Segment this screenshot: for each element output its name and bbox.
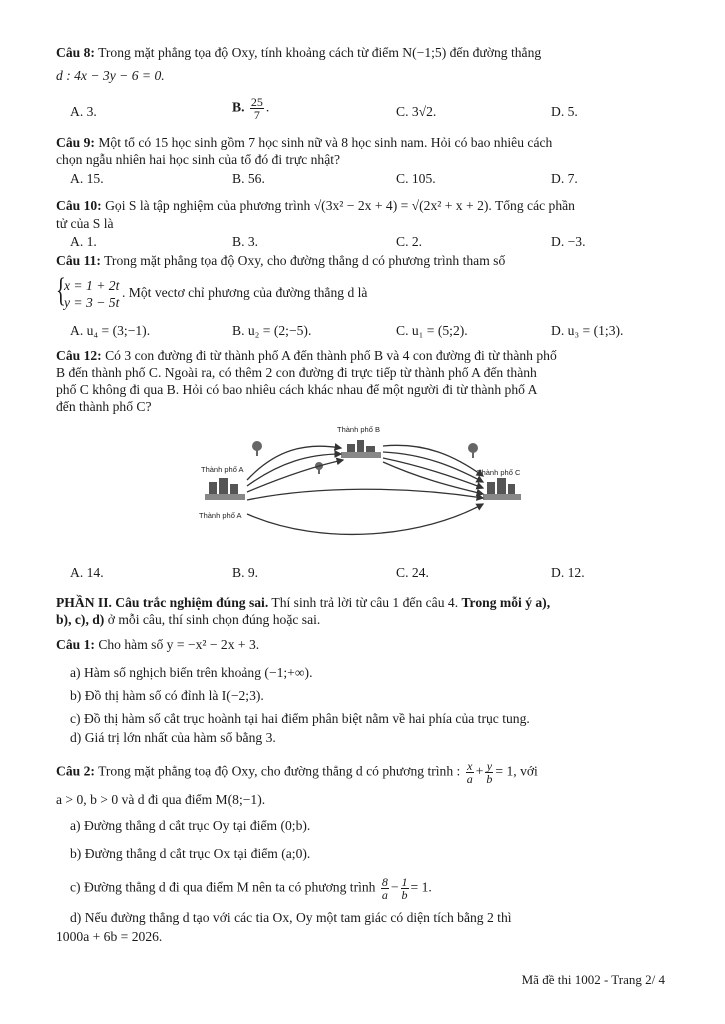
q12-line3: phố C không đi qua B. Hỏi có bao nhiêu cách khác nhau để một người đi từ thành phố A bbox=[56, 382, 538, 397]
p2q2-text1: Trong mặt phẳng toạ độ Oxy, cho đường thẳng d có phương trình : bbox=[98, 763, 461, 779]
q10-option-a: A. 1. bbox=[70, 234, 97, 249]
q11-system-y: y = 3 − 5t bbox=[64, 295, 120, 310]
p2q2-c-frac1-num: 8 bbox=[381, 875, 388, 889]
page-footer: Mã đề thi 1002 - Trang 2/ 4 bbox=[521, 972, 665, 987]
q8-option-b: B. $\frac{25}{7}$ . bbox=[232, 95, 270, 122]
p2q2-frac-x-num: x bbox=[467, 759, 473, 773]
p2q2-frac-x-den: a bbox=[466, 772, 473, 786]
q11-line1 bbox=[56, 252, 505, 269]
q11-option-b: B. u₂ = (2;−5). bbox=[232, 323, 312, 338]
part2-bold2: Trong mỗi ý a), bbox=[461, 595, 551, 610]
p2q2-frac-x bbox=[466, 760, 474, 785]
p2q2-statement-c bbox=[70, 876, 432, 901]
p2q2-c-frac1-den: a bbox=[381, 888, 388, 902]
p2q1-label: Câu 1: bbox=[56, 637, 95, 652]
q11-option-d: D. u₃ = (1;3). bbox=[551, 323, 624, 338]
roads-a-to-c bbox=[247, 489, 483, 534]
city-a-label-bottom: Thành phố A bbox=[199, 511, 242, 520]
q9-label: Câu 9: bbox=[56, 135, 95, 150]
q12-line2: B đến thành phố C. Ngoài ra, có thêm 2 con đường đi trực tiếp từ thành phố A đến thành bbox=[56, 365, 537, 380]
p2q2-frac-y-den: b bbox=[486, 772, 493, 786]
p2q2-statement-b: b) Đường thẳng d cắt trục Ox tại điểm (a;0). bbox=[70, 846, 311, 861]
city-a-label-top: Thành phố A bbox=[201, 465, 244, 474]
part2-text1: Thí sinh trả lời từ câu 1 đến câu 4. bbox=[268, 595, 462, 610]
part2-header bbox=[56, 594, 550, 611]
q11-label: Câu 11: bbox=[56, 253, 101, 268]
part2-text2a: b), c), d) bbox=[56, 612, 105, 627]
q12-option-d: D. 12. bbox=[551, 565, 585, 580]
q12-label: Câu 12: bbox=[56, 348, 102, 363]
p2q1-line bbox=[56, 636, 259, 653]
q8-line1 bbox=[56, 44, 541, 61]
p2q1-statement-b: b) Đồ thị hàm số có đỉnh là I(−2;3). bbox=[70, 688, 264, 703]
p2q2-statement-d1: d) Nếu đường thẳng d tạo với các tia Ox, Oy một tam giác có diện tích bằng 2 thì bbox=[70, 910, 512, 925]
q12-line4: đến thành phố C? bbox=[56, 399, 152, 414]
q11-system-brace: { bbox=[56, 272, 66, 309]
city-a-icon bbox=[205, 478, 245, 500]
roads-a-to-b bbox=[247, 446, 343, 492]
p2q1-statement-c: c) Đồ thị hàm số cắt trục hoành tại hai điểm phân biệt nằm về hai phía của trục tung. bbox=[70, 711, 530, 726]
p2q2-c-frac2-num: 1 bbox=[401, 875, 408, 889]
roads-b-to-c bbox=[383, 445, 483, 494]
p2q2-frac-y bbox=[485, 760, 493, 785]
p2q2-line1 bbox=[56, 760, 538, 785]
q8-label: Câu 8: bbox=[56, 45, 95, 60]
q9-option-c: C. 105. bbox=[396, 171, 436, 186]
city-b-label: Thành phố B bbox=[337, 425, 380, 434]
q8-b-fraction bbox=[250, 96, 264, 121]
p2q1-text: Cho hàm số y = −x² − 2x + 3. bbox=[98, 637, 260, 652]
p2q2-c-frac2-den: b bbox=[401, 888, 408, 902]
q8-b-label: B. bbox=[232, 99, 245, 115]
q9-option-a: A. 15. bbox=[70, 171, 104, 186]
part2-title: PHẦN II. Câu trắc nghiệm đúng sai. bbox=[56, 595, 269, 610]
q11-system-x: x = 1 + 2t bbox=[64, 278, 120, 293]
q10-text1: Gọi S là tập nghiệm của phương trình √(3x² − 2x + 4) = √(2x² + x + 2). Tổng các phần bbox=[105, 198, 575, 213]
part2-line2 bbox=[56, 611, 320, 628]
p2q2-statement-d2: 1000a + 6b = 2026. bbox=[56, 929, 163, 944]
city-c-icon bbox=[483, 478, 521, 500]
q12-road-diagram bbox=[195, 420, 525, 550]
q8-b-num: 25 bbox=[250, 95, 263, 109]
q12-line1 bbox=[56, 347, 557, 364]
q12-text1: Có 3 con đường đi từ thành phố A đến thành phố B và 4 con đường đi từ thành phố bbox=[105, 348, 557, 363]
q12-option-a: A. 14. bbox=[70, 565, 104, 580]
p2q2-frac-y-num: y bbox=[486, 759, 493, 773]
q11-system bbox=[64, 277, 119, 311]
q10-label: Câu 10: bbox=[56, 198, 102, 213]
q8-option-c: C. 3√2. bbox=[396, 104, 437, 119]
part2-text2b: ở mỗi câu, thí sinh chọn đúng hoặc sai. bbox=[104, 612, 321, 627]
q10-line1 bbox=[56, 197, 575, 214]
p2q1-statement-d: d) Giá trị lớn nhất của hàm số bằng 3. bbox=[70, 730, 276, 745]
q8-b-den: 7 bbox=[253, 108, 260, 122]
q11-line2: . Một vectơ chỉ phương của đường thẳng d là bbox=[122, 285, 368, 300]
q10-option-d: D. −3. bbox=[551, 234, 586, 249]
q12-option-c: C. 24. bbox=[396, 565, 429, 580]
q11-text1: Trong mặt phẳng tọa độ Oxy, cho đường thẳng d có phương trình tham số bbox=[104, 253, 506, 268]
p2q2-eq-plus: + bbox=[475, 763, 484, 779]
q12-option-b: B. 9. bbox=[232, 565, 259, 580]
q8-option-a: A. 3. bbox=[70, 104, 97, 119]
q8-option-d: D. 5. bbox=[551, 104, 578, 119]
p2q2-statement-a: a) Đường thẳng d cắt trục Oy tại điểm (0;b). bbox=[70, 818, 311, 833]
p2q2-label: Câu 2: bbox=[56, 763, 95, 779]
p2q2-c-frac2 bbox=[401, 876, 409, 901]
q10-option-b: B. 3. bbox=[232, 234, 259, 249]
city-c-label: Thành phố C bbox=[477, 468, 521, 477]
q8-text1: Trong mặt phẳng tọa độ Oxy, tính khoảng cách từ điểm N(−1;5) đến đường thẳng bbox=[98, 45, 542, 60]
q9-option-d: D. 7. bbox=[551, 171, 578, 186]
p2q2-c-frac1 bbox=[381, 876, 389, 901]
p2q2-eq-rest: = 1, với bbox=[495, 763, 538, 779]
q10-option-c: C. 2. bbox=[396, 234, 423, 249]
p2q2-c-post: = 1. bbox=[410, 879, 432, 895]
p2q2-c-minus: − bbox=[390, 879, 399, 895]
q11-option-a: A. u₄ = (3;−1). bbox=[70, 323, 151, 338]
q9-line1 bbox=[56, 134, 552, 151]
q10-line2: tử của S là bbox=[56, 216, 114, 231]
city-b-icon bbox=[341, 440, 381, 458]
p2q2-c-pre: c) Đường thẳng d đi qua điểm M nên ta có phương trình bbox=[70, 879, 376, 895]
q8-line2: d : 4x − 3y − 6 = 0. bbox=[56, 68, 165, 83]
p2q1-statement-a: a) Hàm số nghịch biến trên khoảng (−1;+∞). bbox=[70, 665, 313, 680]
q9-option-b: B. 56. bbox=[232, 171, 265, 186]
q11-option-c: C. u₁ = (5;2). bbox=[396, 323, 468, 338]
q9-line2: chọn ngẫu nhiên hai học sinh của tổ đó đi trực nhật? bbox=[56, 152, 341, 167]
q9-text1: Một tổ có 15 học sinh gồm 7 học sinh nữ và 8 học sinh nam. Hỏi có bao nhiêu cách bbox=[98, 135, 553, 150]
p2q2-line2: a > 0, b > 0 và d đi qua điểm M(8;−1). bbox=[56, 792, 266, 807]
